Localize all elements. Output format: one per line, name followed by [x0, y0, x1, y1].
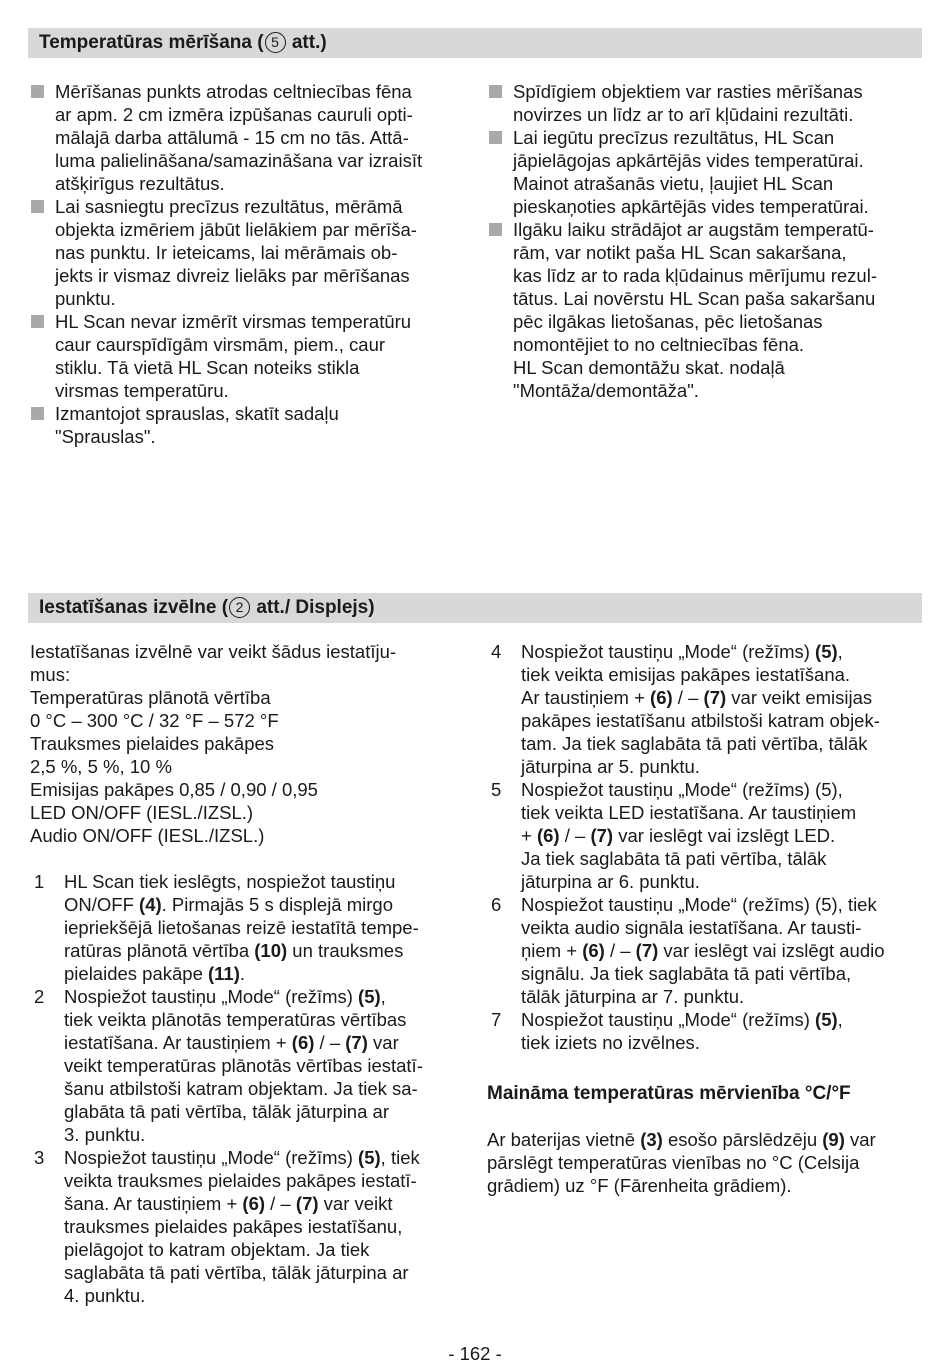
text-line [487, 1128, 927, 1151]
text-line: Lai iegūtu precīzus rezultātus, HL Scan [513, 127, 835, 148]
text-line [521, 870, 927, 893]
steps-list-1-3 [30, 870, 470, 1307]
text-line: Iestatīšanas izvēlnē var veikt šādus iestatīju- [30, 641, 397, 662]
text-segment: un trauksmes [287, 940, 404, 961]
text-line: mus: [30, 664, 71, 685]
bullet-item [29, 80, 469, 195]
page-number: - 162 - [448, 1343, 502, 1364]
text-segment: iestatīšana. Ar taustiņiem + [64, 1032, 292, 1053]
text-line: atšķirīgus rezultātus. [55, 173, 225, 194]
reference-number: (6) [242, 1193, 266, 1214]
text-line [487, 1174, 927, 1197]
text-segment: tālāk jāturpina ar 7. punktu. [521, 986, 745, 1007]
text-segment: pakāpes iestatīšanu atbilstoši katram objek- [521, 710, 880, 731]
text-line [64, 1261, 470, 1284]
bullet-item [29, 195, 469, 310]
text-line: 2,5 %, 5 %, 10 % [30, 756, 172, 777]
settings-left-column [30, 640, 470, 1307]
text-segment: Nospiežot taustiņu „Mode“ (režīms) (5), tiek [521, 894, 877, 915]
settings-right-column [487, 640, 927, 1054]
text-segment: 4. punktu. [64, 1285, 146, 1306]
text-line [521, 778, 927, 801]
text-line [64, 1123, 470, 1146]
step-number: 4 [491, 641, 502, 662]
text-line [64, 939, 470, 962]
text-line: rām, var notikt paša HL Scan sakaršana, [513, 242, 847, 263]
bullet-square-icon [31, 85, 44, 98]
text-line [64, 1215, 470, 1238]
text-line [521, 916, 927, 939]
text-line: jekts ir vismaz divreiz lielāks par mērīšanas [55, 265, 410, 286]
step-item [30, 870, 470, 985]
text-line [521, 1008, 927, 1031]
text-segment: iepriekšējā lietošanas reizē iestatītā tempe- [64, 917, 419, 938]
text-segment: var veikt [318, 1193, 393, 1214]
text-segment: var ieslēgt vai izslēgt audio [658, 940, 885, 961]
reference-number: (11) [208, 963, 240, 984]
text-line [521, 893, 927, 916]
bullet-square-icon [31, 315, 44, 328]
text-segment: tiek veikta LED iestatīšana. Ar taustiņiem [521, 802, 857, 823]
reference-number: (6) [291, 1032, 315, 1053]
text-line: stiklu. Tā vietā HL Scan noteiks stikla [55, 357, 360, 378]
bullet-item [487, 126, 927, 218]
step-number: 2 [34, 986, 45, 1007]
text-line: 0 °C – 300 °C / 32 °F – 572 °F [30, 710, 279, 731]
reference-number: (5) [815, 1009, 838, 1030]
text-line [521, 939, 927, 962]
text-line: mālajā darba attālumā - 15 cm no tās. Attā- [55, 127, 409, 148]
text-line [521, 801, 927, 824]
text-segment: glabāta tā pati vērtība, tālāk jāturpina ar [64, 1101, 389, 1122]
text-segment: tam. Ja tiek saglabāta tā pati vērtība, tālāk [521, 733, 868, 754]
text-segment: tiek veikta plānotās temperatūras vērtības [64, 1009, 407, 1030]
bullet-item [487, 80, 927, 126]
unit-switch-text [487, 1128, 927, 1197]
text-line: Ilgāku laiku strādājot ar augstām temperatū- [513, 219, 874, 240]
text-line [521, 686, 927, 709]
text-line: Emisijas pakāpes 0,85 / 0,90 / 0,95 [30, 779, 318, 800]
text-line [521, 709, 927, 732]
step-item [487, 640, 927, 778]
reference-number: (7) [635, 940, 659, 961]
text-line [64, 1238, 470, 1261]
text-line [521, 824, 927, 847]
bullet-square-icon [489, 85, 502, 98]
text-line [521, 1031, 927, 1054]
text-line: Temperatūras plānotā vērtība [30, 687, 271, 708]
reference-number: (3) [640, 1129, 663, 1150]
text-segment: signālu. Ja tiek saglabāta tā pati vērtība, [521, 963, 852, 984]
text-segment: Nospiežot taustiņu „Mode“ (režīms) [521, 1009, 816, 1030]
text-segment: , [380, 986, 386, 1007]
settings-intro [30, 640, 470, 847]
heading-text-suffix: att.) [286, 32, 327, 53]
step-number: 6 [491, 894, 502, 915]
text-segment: Nospiežot taustiņu „Mode“ (režīms) (5), [521, 779, 843, 800]
reference-number: (5) [358, 1147, 381, 1168]
text-segment: esošo pārslēdzēju [662, 1129, 823, 1150]
text-segment: veikta trauksmes pielaides pakāpes iestatī- [64, 1170, 417, 1191]
unit-switch-heading: Maināma temperatūras mērvienība °C/°F [487, 1083, 851, 1104]
text-line [64, 870, 470, 893]
step-number: 3 [34, 1147, 45, 1168]
reference-number: (7) [590, 825, 614, 846]
text-segment: veikt temperatūras plānotās vērtības iestatī- [64, 1055, 423, 1076]
step-item [487, 893, 927, 1008]
measurement-notes-right-column [487, 80, 927, 402]
bullet-item [29, 402, 469, 448]
text-line: caur caurspīdīgām virsmām, piem., caur [55, 334, 386, 355]
bullet-item [29, 310, 469, 402]
text-line: Trauksmes pielaides pakāpes [30, 733, 275, 754]
text-segment: ON/OFF [64, 894, 140, 915]
text-segment: ratūras plānotā vērtība [64, 940, 255, 961]
text-line [64, 1169, 470, 1192]
bullet-square-icon [489, 223, 502, 236]
figure-number-badge: 5 [265, 32, 286, 53]
bullet-square-icon [31, 407, 44, 420]
text-segment: veikta audio signāla iestatīšana. Ar tausti- [521, 917, 862, 938]
measurement-notes-left-column [29, 80, 469, 448]
text-segment: , [837, 641, 843, 662]
text-segment: pārslēgt temperatūras vienības no °C (Celsija [487, 1152, 860, 1173]
text-line: nas punktu. Ir ieteicams, lai mērāmais ob- [55, 242, 398, 263]
text-segment: var [844, 1129, 876, 1150]
text-line: jāpielāgojas apkārtējās vides temperatūrai. [513, 150, 864, 171]
reference-number: (4) [139, 894, 162, 915]
text-segment: ņiem + [521, 940, 583, 961]
text-segment: tiek iziets no izvēlnes. [521, 1032, 700, 1053]
text-line [521, 962, 927, 985]
text-segment: . [239, 963, 246, 984]
text-line: ar apm. 2 cm izmēra izpūšanas cauruli opti- [55, 104, 413, 125]
bullet-item [487, 218, 927, 402]
step-item [30, 985, 470, 1146]
step-item [487, 1008, 927, 1054]
text-segment: , tiek [380, 1147, 420, 1168]
text-line: "Sprauslas". [55, 426, 156, 447]
text-line [64, 1008, 470, 1031]
text-line: pieskaņoties apkārtējās vides temperatūrai. [513, 196, 869, 217]
text-line [64, 1284, 470, 1307]
reference-number: (9) [822, 1129, 845, 1150]
text-line [521, 640, 927, 663]
text-line: tātus. Lai novērstu HL Scan paša sakaršanu [513, 288, 876, 309]
text-segment: jāturpina ar 6. punktu. [521, 871, 700, 892]
bullet-square-icon [31, 200, 44, 213]
unit-switch-block [487, 1082, 927, 1197]
text-line [521, 985, 927, 1008]
text-line: punktu. [55, 288, 116, 309]
text-line: Mērīšanas punkts atrodas celtniecības fēna [55, 81, 412, 102]
step-item [30, 1146, 470, 1307]
step-item [487, 778, 927, 893]
text-segment: / – [265, 1193, 296, 1214]
text-line [64, 893, 470, 916]
bullet-square-icon [489, 131, 502, 144]
figure-number-badge: 2 [229, 597, 250, 618]
text-segment: saglabāta tā pati vērtība, tālāk jāturpina ar [64, 1262, 409, 1283]
text-line: LED ON/OFF (IESL./IZSL.) [30, 802, 254, 823]
heading-text-prefix: Iestatīšanas izvēlne ( [39, 597, 229, 618]
text-line [521, 732, 927, 755]
text-line [64, 1031, 470, 1054]
text-line [64, 985, 470, 1008]
heading-text-prefix: Temperatūras mērīšana ( [39, 32, 264, 53]
text-segment: + [521, 825, 537, 846]
text-line: "Montāža/demontāža". [513, 380, 699, 401]
text-line [64, 916, 470, 939]
text-line: nomontējiet to no celtniecības fēna. [513, 334, 805, 355]
reference-number: (5) [815, 641, 838, 662]
text-line [64, 962, 470, 985]
text-line: Spīdīgiem objektiem var rasties mērīšanas [513, 81, 863, 102]
text-line [64, 1192, 470, 1215]
text-segment: Ar baterijas vietnē [487, 1129, 641, 1150]
text-segment: Ar taustiņiem + [521, 687, 651, 708]
text-line: Audio ON/OFF (IESL./IZSL.) [30, 825, 265, 846]
text-segment: , [837, 1009, 843, 1030]
heading-text-suffix: att./ Displejs) [251, 597, 375, 618]
text-segment: var [367, 1032, 399, 1053]
section-heading-temperature-measurement [28, 28, 922, 58]
section-heading-settings-menu [28, 593, 922, 623]
text-line: HL Scan nevar izmērīt virsmas temperatūru [55, 311, 412, 332]
text-line [64, 1100, 470, 1123]
step-number: 1 [34, 871, 45, 892]
text-segment: / – [314, 1032, 346, 1053]
text-segment: var ieslēgt vai izslēgt LED. [613, 825, 836, 846]
text-line: novirzes un līdz ar to arī kļūdaini rezultāti. [513, 104, 854, 125]
text-line: Mainot atrašanās vietu, ļaujiet HL Scan [513, 173, 834, 194]
reference-number: (7) [295, 1193, 319, 1214]
text-line: virsmas temperatūru. [55, 380, 229, 401]
text-segment: Nospiežot taustiņu „Mode“ (režīms) [64, 986, 359, 1007]
text-segment: pielāgojot to katram objektam. Ja tiek [64, 1239, 370, 1260]
text-segment: pielaides pakāpe [64, 963, 208, 984]
text-line [487, 1151, 927, 1174]
text-line: luma palielināšana/samazināšana var izraisīt [55, 150, 423, 171]
text-line [521, 847, 927, 870]
reference-number: (7) [345, 1032, 368, 1053]
reference-number: (6) [536, 825, 560, 846]
reference-number: (7) [703, 687, 727, 708]
text-segment: / – [559, 825, 591, 846]
text-line: pēc ilgākas lietošanas, pēc lietošanas [513, 311, 823, 332]
text-line: HL Scan demontāžu skat. nodaļā [513, 357, 785, 378]
text-line [64, 1054, 470, 1077]
text-segment: jāturpina ar 5. punktu. [521, 756, 700, 777]
text-segment: grādiem) uz °F (Fārenheita grādiem). [487, 1175, 792, 1196]
reference-number: (6) [582, 940, 605, 961]
text-segment: / – [672, 687, 704, 708]
text-segment: tiek veikta emisijas pakāpes iestatīšana. [521, 664, 851, 685]
reference-number: (10) [254, 940, 288, 961]
text-line [521, 663, 927, 686]
text-segment: šana. Ar taustiņiem + [64, 1193, 243, 1214]
text-segment: 3. punktu. [64, 1124, 146, 1145]
text-segment: Nospiežot taustiņu „Mode“ (režīms) [521, 641, 816, 662]
text-segment: trauksmes pielaides pakāpes iestatīšanu, [64, 1216, 403, 1237]
reference-number: (6) [650, 687, 673, 708]
text-line [521, 755, 927, 778]
text-segment: šanu atbilstoši katram objektam. Ja tiek sa- [64, 1078, 418, 1099]
steps-list-4-7 [487, 640, 927, 1054]
text-line: Izmantojot sprauslas, skatīt sadaļu [55, 403, 339, 424]
reference-number: (5) [358, 986, 381, 1007]
text-line [64, 1077, 470, 1100]
step-number: 7 [491, 1009, 502, 1030]
text-line: kas līdz ar to rada kļūdainus mērījumu rezul- [513, 265, 877, 286]
text-segment: . Pirmajās 5 s displejā mirgo [161, 894, 393, 915]
text-segment: / – [604, 940, 636, 961]
text-segment: HL Scan tiek ieslēgts, nospiežot taustiņu [64, 871, 396, 892]
text-segment: Ja tiek saglabāta tā pati vērtība, tālāk [521, 848, 827, 869]
text-line [64, 1146, 470, 1169]
text-segment: var veikt emisijas [726, 687, 873, 708]
text-line: objekta izmēriem jābūt lielākiem par mērīša- [55, 219, 417, 240]
text-segment: Nospiežot taustiņu „Mode“ (režīms) [64, 1147, 359, 1168]
text-line: Lai sasniegtu precīzus rezultātus, mērāmā [55, 196, 403, 217]
step-number: 5 [491, 779, 502, 800]
